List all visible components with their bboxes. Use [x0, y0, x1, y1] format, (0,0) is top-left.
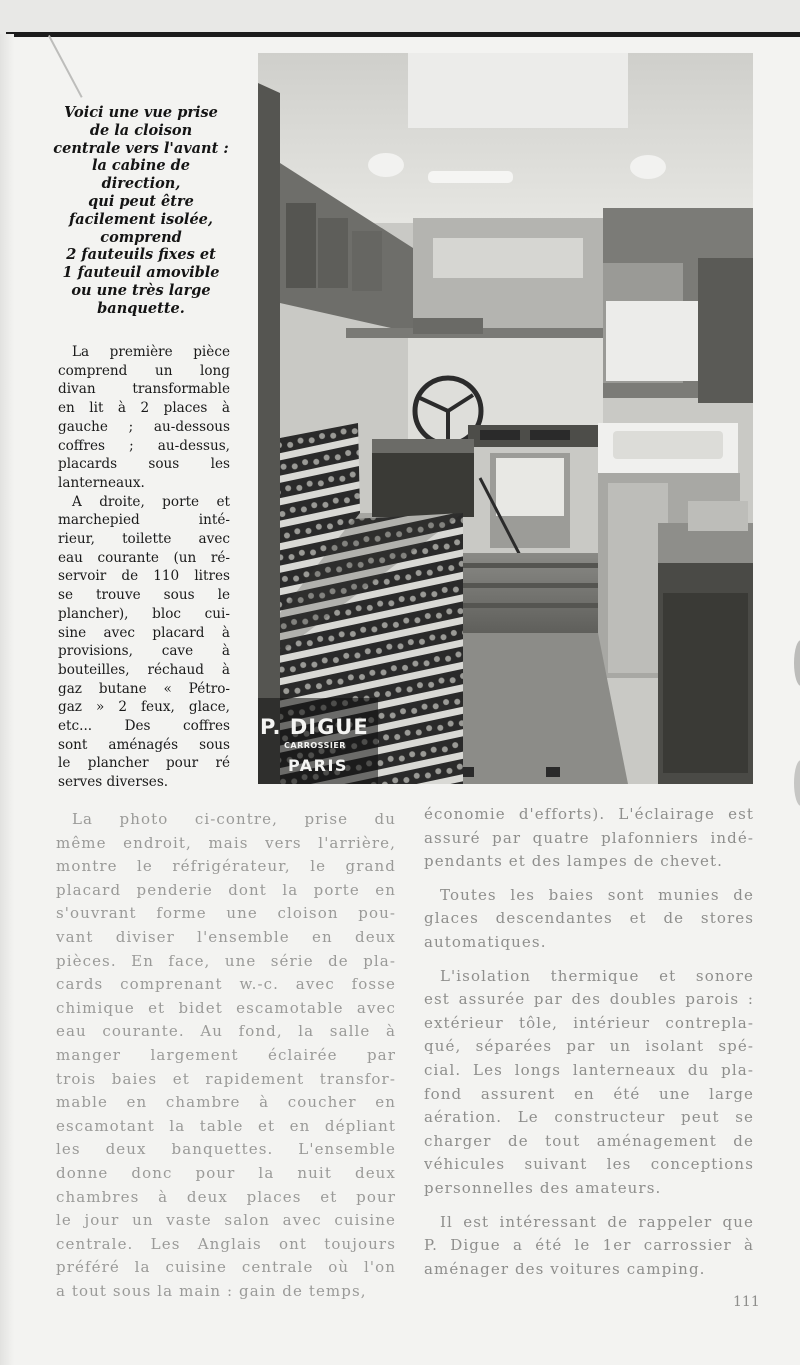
page-number: 111 [733, 1294, 760, 1310]
caption-line: Voici une vue prise [64, 104, 218, 121]
text-line: Toutes les baies sont munies de [440, 885, 754, 904]
left-text-column [58, 343, 230, 792]
text-line: provisions, cave à [58, 643, 230, 660]
text-line: donne donc pour la nuit deux [56, 1163, 396, 1182]
text-line: le plancher pour ré [58, 755, 230, 772]
caption-line: la cabine de [91, 157, 190, 175]
page-left-edge [0, 34, 14, 1365]
photo-watermark [260, 715, 369, 775]
camper-interior-illustration [258, 53, 753, 784]
text-line: Il est intéressant de rappeler que [440, 1212, 754, 1231]
text-line: marchepied inté- [58, 512, 230, 529]
text-line: préféré la cuisine centrale où l'on [56, 1258, 396, 1277]
binding-hole [794, 760, 800, 806]
interior-photo [258, 53, 753, 784]
text-line: aménager des voitures camping. [424, 1259, 706, 1278]
text-line: centrale. Les Anglais ont toujours [56, 1234, 396, 1253]
text-line: comprend un long [58, 362, 230, 379]
text-line: trois baies et rapidement transfor- [56, 1069, 396, 1088]
text-line: vant diviser l'ensemble en deux [56, 927, 396, 946]
text-line: s'ouvrant forme une cloison pou- [56, 904, 396, 923]
text-line: La photo ci-contre, prise du [72, 810, 396, 828]
page-top-rule [6, 32, 800, 37]
text-line: cial. Les longs lanterneaux du pla- [424, 1060, 754, 1079]
text-line: charger de tout aménagement de [424, 1131, 754, 1150]
text-line: même endroit, mais vers l'arrière, [56, 833, 396, 852]
text-line: pendants et des lampes de chevet. [424, 852, 723, 871]
text-line: eau courante. Au fond, la salle à [56, 1022, 396, 1041]
brand-subtitle: CARROSSIER [284, 741, 346, 750]
caption-line: ou une très large [71, 281, 211, 299]
text-line: coffres ; au-dessus, [58, 437, 230, 454]
page-top-margin [0, 0, 800, 34]
text-line: etc... Des coffres [58, 718, 230, 735]
text-line: le jour un vaste salon avec cuisine [56, 1211, 396, 1230]
text-line: L'isolation thermique et sonore [440, 966, 754, 985]
text-line: bouteilles, réchaud à [58, 661, 230, 678]
caption-line: comprend [100, 228, 182, 246]
text-line: chimique et bidet escamotable avec [56, 998, 396, 1017]
text-line: sine avec placard à [58, 624, 230, 641]
text-line: gaz » 2 feux, glace, [58, 699, 230, 716]
paragraph [58, 343, 230, 493]
text-line: lanterneaux. [58, 474, 145, 491]
text-line: a tout sous la main : gain de temps, [56, 1281, 367, 1300]
text-line: fond assurent en été une large [424, 1084, 754, 1103]
caption-line: 2 fauteuils fixes et [66, 246, 216, 264]
text-line: A droite, porte et [72, 493, 230, 510]
paragraph [58, 493, 230, 792]
text-line: cards comprenant w.-c. avec fosse [56, 975, 396, 994]
text-line: P. Digue a été le 1er carrossier à [424, 1236, 754, 1255]
text-line: placard penderie dont la porte en [56, 880, 396, 899]
text-line: gauche ; au-dessous [58, 418, 230, 435]
photo-caption [52, 104, 230, 318]
text-line: sont aménagés sous [58, 736, 230, 753]
lower-text-column-right [424, 803, 754, 1281]
text-line: eau courante (un ré- [58, 549, 230, 566]
text-line: serves diverses. [58, 774, 169, 791]
paragraph-gap [424, 1201, 754, 1211]
text-line: gaz butane « Pétro- [58, 680, 230, 697]
text-line: divan transformable [58, 381, 230, 398]
text-line: pièces. En face, une série de pla- [56, 951, 396, 970]
text-line: manger largement éclairée par [56, 1045, 396, 1064]
text-line: automatiques. [424, 932, 547, 951]
text-line: se trouve sous le [58, 587, 230, 604]
paragraph-gap [424, 955, 754, 965]
text-line: La première pièce [72, 344, 230, 360]
text-line: est assurée par des doubles parois : [424, 990, 754, 1009]
paragraph-gap [424, 874, 754, 884]
text-line: véhicules suivant les conceptions [424, 1155, 754, 1174]
text-line: assuré par quatre plafonniers indé- [424, 828, 754, 847]
caption-line: facilement isolée, [69, 210, 213, 228]
caption-line: de la cloison [89, 121, 193, 139]
binding-hole [794, 640, 800, 686]
caption-line: qui peut être [88, 192, 194, 210]
brand-city: PARIS [288, 756, 348, 775]
text-line: personnelles des amateurs. [424, 1178, 662, 1197]
text-line: en lit à 2 places à [58, 400, 230, 417]
caption-line: 1 fauteuil amovible [62, 264, 220, 282]
text-line: aération. Le constructeur peut se [424, 1108, 754, 1127]
caption-line: banquette. [97, 299, 185, 317]
text-line: mable en chambre à coucher en [56, 1093, 396, 1112]
text-line: escamotant la table et en dépliant [56, 1116, 396, 1135]
text-line: économie d'efforts). L'éclairage est [424, 805, 754, 823]
text-line: montre le réfrigérateur, le grand [56, 857, 396, 876]
text-line: glaces descendantes et de stores [424, 909, 754, 928]
text-line: extérieur tôle, intérieur contrepla- [424, 1013, 754, 1032]
text-line: les deux banquettes. L'ensemble [56, 1140, 396, 1159]
caption-line: centrale vers l'avant : [53, 139, 229, 157]
brand-name: P. DIGUE [260, 715, 369, 739]
text-line: qué, séparées par un isolant spé- [424, 1037, 754, 1056]
text-line: chambres à deux places et pour [56, 1187, 396, 1206]
page-fold-line [48, 35, 83, 98]
caption-line: direction, [101, 175, 181, 193]
text-line: plancher), bloc cui- [58, 605, 230, 622]
lower-text-column-left [56, 808, 396, 1303]
text-line: servoir de 110 litres [58, 568, 230, 585]
text-line: rieur, toilette avec [58, 531, 230, 548]
text-line: placards sous les [58, 456, 230, 473]
